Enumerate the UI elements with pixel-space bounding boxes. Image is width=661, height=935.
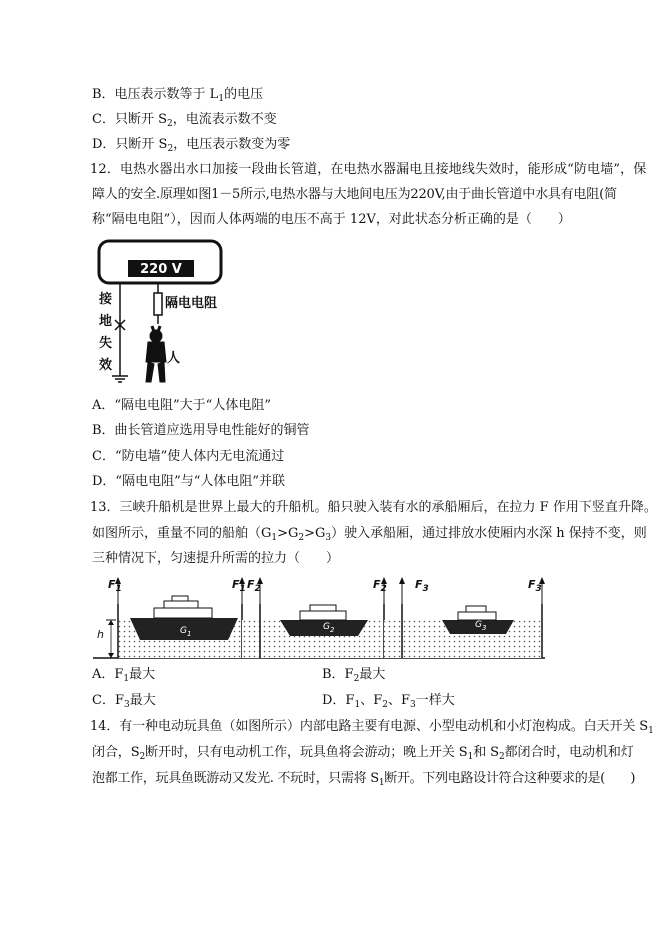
depth-marker	[106, 620, 116, 658]
person-icon	[146, 326, 166, 382]
q13-option-a: A．$F_1$最大	[92, 667, 156, 684]
q12-option-b: B．曲长管道应选用导电性能好的铜管	[92, 423, 310, 438]
q13-text-line1: 13．三峡升船机是世界上最大的升船机。船只驶入装有水的承船厢后，在拉力 F 作用下竖直升降。	[90, 500, 657, 515]
q12-text-line3: 称“隔电电阻”），因而人体两端的电压不高于 12V，对此状态分析正确的是（ ）	[92, 212, 571, 227]
q13-option-c: C．$F_3$最大	[92, 693, 156, 710]
q14-text-line3: 泡都工作，玩具鱼既游动又发光. 不玩时，只需将 $S_1$断开。下列电路设计符合这种要求的是( )	[92, 771, 636, 788]
ground-label-3: 失	[99, 336, 113, 351]
ground-label-2: 地	[99, 314, 113, 329]
q13-option-d: D．$F_1$、$F_2$、$F_3$一样大	[322, 693, 455, 710]
force-label-2a: $F_2$	[247, 578, 261, 594]
voltage-label: 220 V	[140, 262, 182, 277]
ship-label-2: $G_2$	[323, 622, 335, 634]
force-label-1a: $F_1$	[108, 578, 122, 594]
lift-chamber-2	[257, 577, 387, 658]
q13-text-line2: 如图所示，重量不同的船舶$(G_1>G_2>G_3)$驶入承船厢，通过排放水使厢内水深 h 保持不变，则	[92, 526, 647, 543]
depth-label: h	[97, 628, 104, 641]
q14-text-line2: 闭合，$S_2$断开时，只有电动机工作，玩具鱼将会游动；晚上开关 $S_1$和 $S_2$都闭合时，电动机和灯	[92, 745, 634, 762]
force-label-3b: $F_3$	[528, 578, 542, 594]
lift-chamber-1	[115, 577, 245, 658]
force-label-2b: $F_2$	[373, 578, 387, 594]
isolation-resistor	[154, 293, 162, 315]
ship-label-3: $G_3$	[475, 620, 487, 632]
q12-text-line2: 障人的安全.原理如图1－5所示,电热水器与大地间电压为220V,由于曲长管道中水具有电阻(简	[92, 187, 617, 202]
water-heater-figure	[96, 238, 226, 388]
q12-option-d: D．“隔电电阻”与“人体电阻”并联	[92, 474, 286, 489]
option-c-prev: C．只断开 $S_2$，电流表示数不变	[92, 112, 277, 129]
ship-label-1: $G_1$	[180, 626, 192, 638]
q14-text-line1: 14．有一种电动玩具鱼（如图所示）内部电路主要有电源、小型电动机和小灯泡构成。白天开关 $S_1$	[90, 719, 654, 736]
q12-option-c: C．“防电墙”使人体内无电流通过	[92, 449, 285, 464]
q12-text-line1: 12．电热水器出水口加接一段曲长管道，在电热水器漏电且接地线失效时，能形成“防电墙”，保	[90, 162, 647, 177]
person-label: 人	[167, 351, 181, 366]
ground-label-1: 接	[99, 292, 113, 307]
option-d-prev: D．只断开 $S_2$，电压表示数变为零	[92, 137, 291, 154]
option-b-prev: B．电压表示数等于 $L_1$的电压	[92, 87, 264, 104]
q13-text-line3: 三种情况下，匀速提升所需的拉力（ ）	[92, 551, 340, 566]
force-label-3a: $F_3$	[415, 578, 429, 594]
q13-option-b: B．$F_2$最大	[322, 667, 386, 684]
force-label-1b: $F_1$	[232, 578, 246, 594]
q12-option-a: A．“隔电电阻”大于“人体电阻”	[92, 398, 271, 413]
resistor-label: 隔电电阻	[165, 296, 218, 311]
ground-label-4: 效	[99, 358, 113, 373]
